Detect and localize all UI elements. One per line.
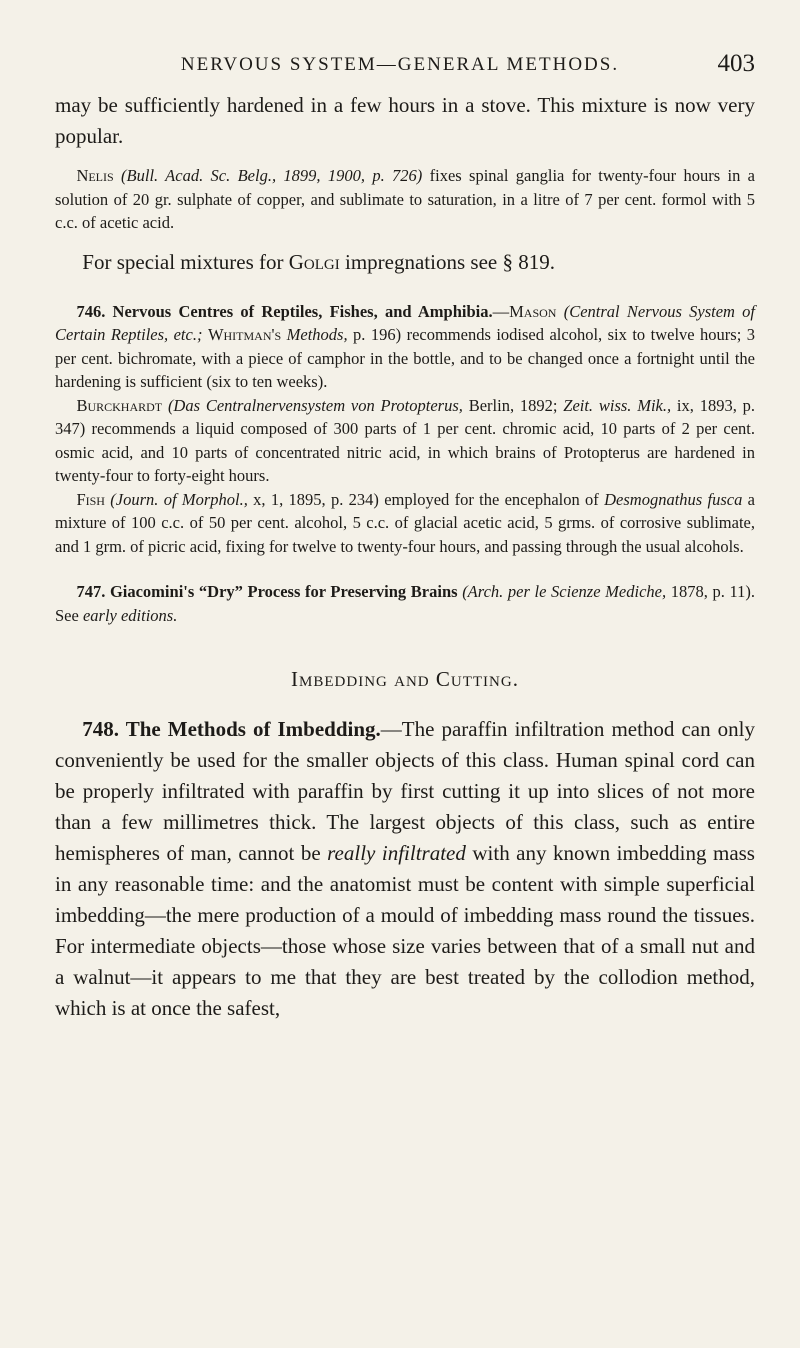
- citation: (Central Nervous System of Certain Reptiles, etc.;: [55, 301, 756, 344]
- citation: (Das Centralnervensystem von Protopterus,: [167, 395, 463, 415]
- citation: Zeit. wiss. Mik.,: [563, 395, 672, 415]
- author-name: Nelis: [76, 166, 114, 185]
- section-746: [55, 300, 755, 394]
- running-head: NERVOUS SYSTEM—GENERAL METHODS.: [180, 54, 620, 75]
- species-name: Desmognathus fusca: [604, 489, 743, 509]
- paragraph-text: with any known imbedding mass in any reasonable time: and the anatomist must be content with simple superficial imbedding—the mere production of a mould of imbedding mass round the tissues. For intermediate objects—those whose size varies between that of a small nut and a walnut—it appears to me that they are best treated by the collodion method, which is at once the safest,: [55, 841, 755, 1020]
- paragraph-text: p. 196) recommends iodised alcohol, six to twelve hours; 3 per cent. bichromate, with a piece of camphor in the bottle, and to be changed once a fortnight until the hardening is sufficient (six to ten weeks).: [55, 325, 756, 391]
- author-name: Mason: [509, 301, 557, 321]
- citation: (Bull. Acad. Sc. Belg., 1899, 1900, p. 726): [121, 166, 423, 185]
- paragraph-nelis: [55, 164, 755, 235]
- page-header: [55, 50, 755, 90]
- paragraph-text: For special mixtures for: [82, 249, 289, 274]
- author-name: Fish: [76, 489, 105, 509]
- author-name: Burckhardt: [76, 395, 163, 415]
- paragraph-text: Berlin, 1892;: [462, 395, 564, 415]
- section-747: [55, 580, 755, 627]
- paragraph-text: a mixture of 100 c.c. of 50 per cent. alcohol, 5 c.c. of glacial acetic acid, 5 grms. of corrosive sublimate, and 1 grm. of picric acid, fixing for twelve to twenty-four hours, and passing through the usual alcohols.: [55, 489, 755, 556]
- section-heading-748: 748. The Methods of Imbedding.: [82, 717, 381, 741]
- section-heading-746: 746. Nervous Centres of Reptiles, Fishes, and Amphibia.: [76, 301, 493, 321]
- paragraph-text: x, 1, 1895, p. 234) employed for the encephalon of: [247, 489, 605, 509]
- paragraph-text: fixes spinal ganglia for twenty-four hours in a solution of 20 gr. sulphate of copper, and sublimate to saturation, in a litre of 7 per cent. formol with 5 c.c. of acetic acid.: [55, 166, 755, 232]
- paragraph-text: ix, 1893, p. 347) recommends a liquid composed of 300 parts of 1 per cent. chromic acid, 10 parts of 2 per cent. osmic acid, and 10 parts of concentrated nitric acid, in which brains of Protopterus are hardened in twenty-four to forty-eight hours.: [55, 395, 755, 485]
- section-748: [55, 714, 755, 1024]
- paragraph-golgi: [55, 247, 755, 278]
- dash: —: [492, 301, 510, 321]
- paragraph-continuation-text: may be sufficiently hardened in a few hours in a stove. This mixture is now very popular.: [55, 93, 755, 148]
- paragraph-continuation: [55, 90, 755, 152]
- author-name: Golgi: [288, 249, 340, 274]
- section-title: Imbedding and Cutting.: [291, 667, 519, 691]
- paragraph-burckhardt: [55, 394, 755, 488]
- paragraph-text: impregnations see § 819.: [339, 249, 555, 274]
- paragraph-fish: [55, 488, 755, 559]
- emphasis: really infiltrated: [327, 841, 466, 865]
- citation: (Journ. of Morphol.,: [110, 489, 248, 509]
- citation: Methods,: [286, 325, 348, 344]
- author-name: Whitman's: [207, 325, 282, 344]
- citation: (Arch. per le Scienze Mediche,: [462, 582, 667, 601]
- paragraph-text: —The paraffin infiltration method can only conveniently be used for the smaller objects of this class. Human spinal cord can be properly infiltrated with paraffin by first cutting it up into slices of not more than a few millimetres thick. The largest objects of this class, such as entire hemispheres of man, cannot be: [55, 717, 755, 865]
- paragraph-text: 1878, p. 11). See: [55, 582, 755, 625]
- see-reference: early editions.: [82, 605, 178, 625]
- page-number: 403: [717, 50, 755, 77]
- section-heading-747: 747. Giacomini's “Dry” Process for Preserving Brains: [76, 582, 458, 601]
